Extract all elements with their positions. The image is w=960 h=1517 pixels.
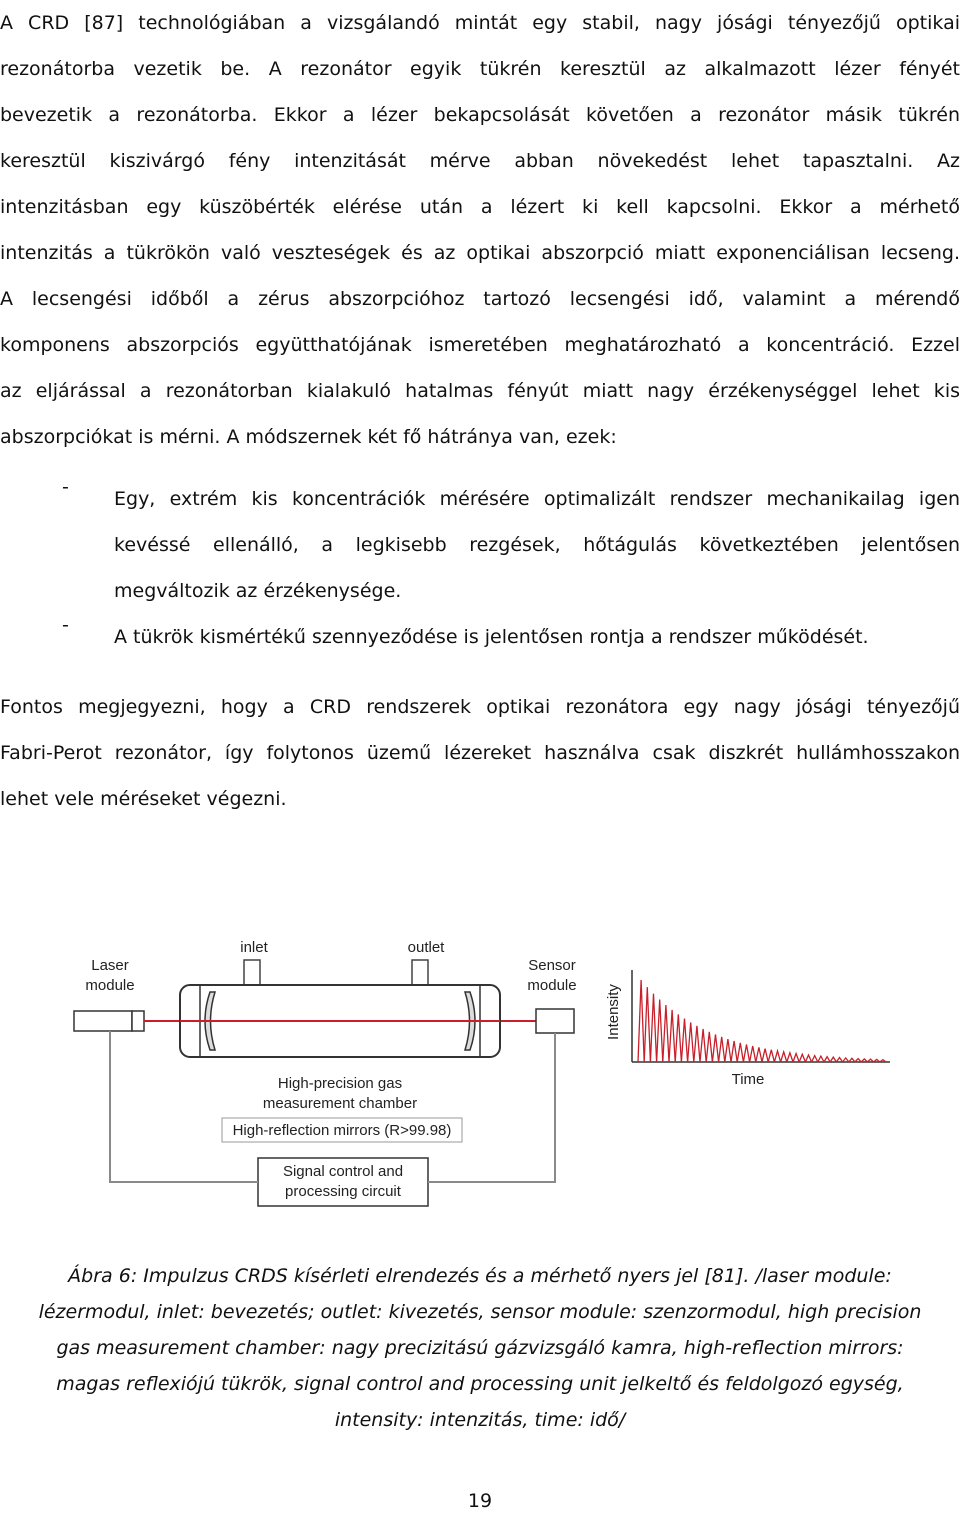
bullet-dash: - (62, 476, 69, 498)
ringdown-signal-plot (605, 970, 890, 1088)
inlet-tube (244, 960, 260, 985)
signal-pulse (737, 1043, 743, 1062)
signal-pulse (644, 987, 650, 1062)
caption-line: magas reflexiójú tükrök, signal control and processing unit jelkeltő és feldolgozó egység, (56, 1373, 904, 1395)
caption-line: gas measurement chamber: nagy precizitású gázvizsgáló kamra, high-reflection mirrors: (56, 1337, 904, 1359)
bullet-list (0, 476, 960, 660)
text-line: rezonátorba vezetik be. A rezonátor egyik tükrén keresztül az alkalmazott lézer fényét (0, 58, 960, 80)
mirrors-label: High-reflection mirrors (R>99.98) (232, 1122, 452, 1139)
text-line: kevéssé ellenálló, a legkisebb rezgések, hőtágulás következtében jelentősen (114, 534, 960, 556)
signal-pulse (731, 1041, 737, 1062)
signal-pulses (638, 980, 886, 1062)
list-item (0, 614, 960, 660)
list-item (0, 476, 960, 614)
text-line: A tükrök kismértékű szennyeződése is jelentősen rontja a rendszer működését. (114, 626, 869, 648)
signal-label-line1: Signal control and (282, 1163, 404, 1180)
chamber-label-line2: measurement chamber (262, 1095, 418, 1112)
signal-pulse (669, 1010, 675, 1062)
signal-pulse (768, 1050, 774, 1062)
text-line: megváltozik az érzékenysége. (114, 580, 402, 602)
signal-pulse (750, 1046, 756, 1062)
signal-pulse (657, 1000, 663, 1062)
text-line: komponens abszorpciós együtthatójának ismeretében meghatározható a koncentráció. Ezzel (0, 334, 960, 356)
signal-pulse (781, 1052, 787, 1062)
page-number: 19 (467, 1490, 493, 1512)
caption-line: lézermodul, inlet: bevezetés; outlet: kivezetés, sensor module: szenzormodul, high precision (38, 1301, 922, 1323)
signal-pulse (706, 1032, 712, 1062)
signal-pulse (719, 1037, 725, 1062)
signal-pulse (681, 1019, 687, 1062)
signal-pulse (638, 980, 644, 1062)
signal-pulse (824, 1057, 830, 1062)
outlet-tube (412, 960, 428, 985)
signal-pulse (712, 1034, 718, 1062)
text-line: A CRD [87] technológiában a vizsgálandó mintát egy stabil, nagy jósági tényezőjű optikai (0, 12, 960, 34)
sensor-label-line1: Sensor (528, 957, 576, 974)
signal-pulse (818, 1056, 824, 1062)
text-line: Fabri-Perot rezonátor, így folytonos üzemű lézereket használva csak diszkrét hullámhosszakon (0, 742, 960, 764)
laser-label-line1: Laser (91, 957, 129, 974)
text-line: intenzitás a tükrökön való veszteségek és az optikai abszorpció miatt exponenciálisan lecseng. (0, 242, 960, 264)
caption-line: intensity: intenzitás, time: idő/ (334, 1409, 626, 1431)
laser-module-head (132, 1011, 144, 1031)
laser-label-line2: module (85, 977, 135, 994)
signal-pulse (675, 1014, 681, 1062)
chamber-label-line1: High-precision gas (277, 1075, 403, 1092)
figure-caption (0, 1258, 960, 1438)
signal-pulse (787, 1053, 793, 1062)
signal-pulse (688, 1022, 694, 1062)
text-line: A lecsengési időből a zérus abszorpcióhoz tartozó lecsengési idő, valamint a mérendő (0, 288, 960, 310)
signal-pulse (756, 1047, 762, 1062)
signal-pulse (805, 1055, 811, 1062)
signal-pulse (799, 1054, 805, 1062)
text-line: bevezetik a rezonátorba. Ekkor a lézer bekapcsolását követően a rezonátor másik tükrén (0, 104, 960, 126)
paragraph-crd-intro (0, 0, 960, 460)
signal-pulse (725, 1039, 731, 1062)
y-axis-label: Intensity (605, 984, 622, 1040)
text-line: Fontos megjegyezni, hogy a CRD rendszerek optikai rezonátora egy nagy jósági tényezőjű (0, 696, 960, 718)
signal-pulse (663, 1005, 669, 1062)
bullet-dash: - (62, 614, 69, 636)
signal-pulse (743, 1045, 749, 1062)
signal-pulse (694, 1026, 700, 1062)
signal-label-line2: processing circuit (285, 1183, 401, 1200)
signal-pulse (774, 1051, 780, 1062)
text-line: intenzitásban egy küszöbérték elérése után a lézert ki kell kapcsolni. Ekkor a mérhető (0, 196, 960, 218)
text-line: Egy, extrém kis koncentrációk mérésére optimalizált rendszer mechanikailag igen (114, 488, 960, 510)
signal-pulse (762, 1049, 768, 1062)
laser-module-body (74, 1011, 132, 1031)
signal-pulse (793, 1054, 799, 1062)
outlet-label: outlet (407, 939, 445, 956)
signal-pulse (700, 1029, 706, 1062)
text-line: keresztül kiszivárgó fény intenzitását mérve abban növekedést lehet tapasztalni. Az (0, 150, 960, 172)
text-line: abszorpciókat is mérni. A módszernek két fő hátránya van, ezek: (0, 426, 617, 448)
paragraph-fabri-perot (0, 684, 960, 822)
signal-pulse (812, 1056, 818, 1062)
sensor-label-line2: module (527, 977, 577, 994)
text-line: az eljárással a rezonátorban kialakuló hatalmas fényút miatt nagy érzékenységgel lehet kis (0, 380, 960, 402)
signal-pulse (650, 994, 656, 1062)
sensor-module (536, 1009, 574, 1033)
caption-line: Ábra 6: Impulzus CRDS kísérleti elrendezés és a mérhető nyers jel [81]. /laser module: (68, 1265, 892, 1287)
crds-setup-figure (60, 930, 960, 1210)
x-axis-label: Time (731, 1071, 765, 1088)
inlet-label: inlet (240, 939, 268, 956)
text-line: lehet vele méréseket végezni. (0, 788, 287, 810)
